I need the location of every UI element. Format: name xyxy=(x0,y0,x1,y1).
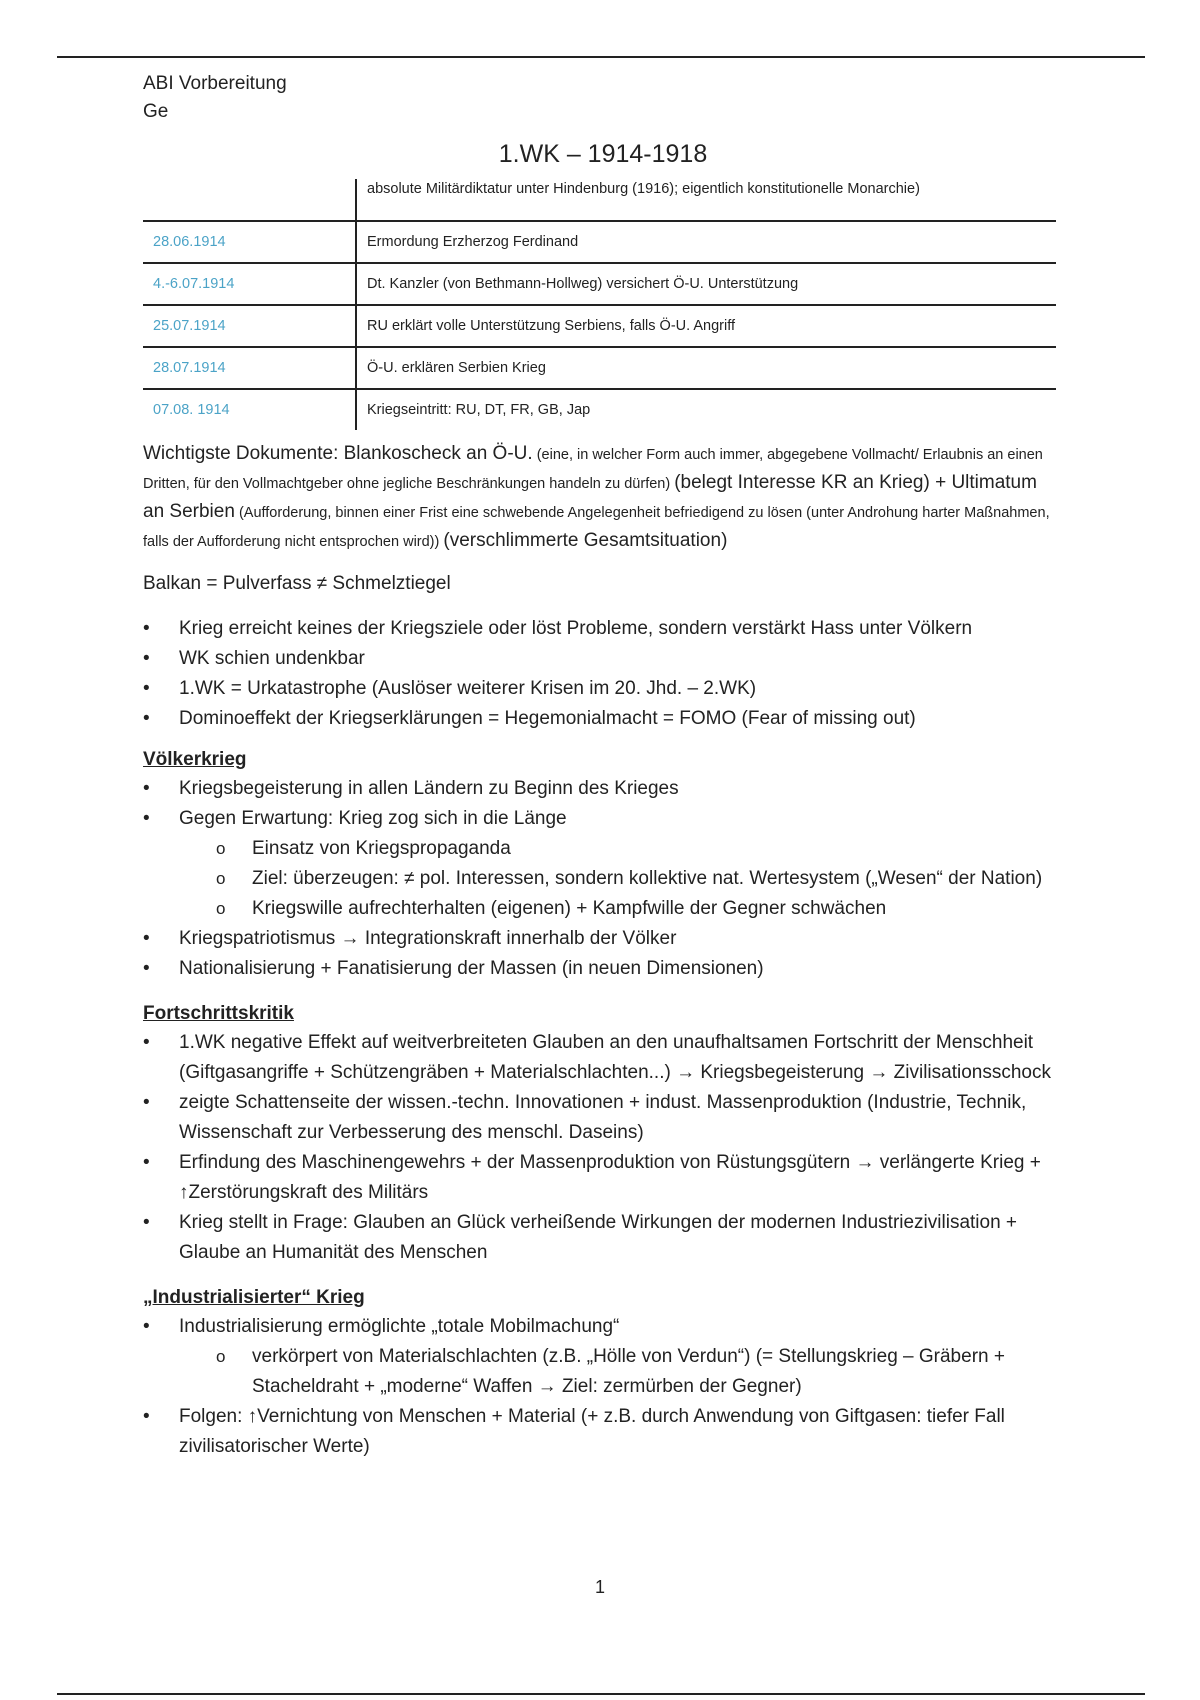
timeline-date: 28.06.1914 xyxy=(143,221,356,263)
table-row xyxy=(143,221,1056,263)
document-body xyxy=(143,70,1063,1462)
timeline-table xyxy=(143,179,1056,430)
timeline-date: 4.-6.07.1914 xyxy=(143,263,356,305)
timeline-intro: absolute Militärdiktatur unter Hindenburg (1916); eigentlich konstitutionelle Monarchie) xyxy=(356,179,1056,221)
list-item: • Kriegsbegeisterung in allen Ländern zu Beginn des Krieges xyxy=(143,774,1063,804)
section-heading-voelkerkrieg: Völkerkrieg xyxy=(143,749,247,770)
timeline-date: 28.07.1914 xyxy=(143,347,356,389)
list-item: • Nationalisierung + Fanatisierung der Massen (in neuen Dimensionen) xyxy=(143,954,1063,984)
list-item: • Krieg stellt in Frage: Glauben an Glück verheißende Wirkungen der modernen Industriezivilisation + Glaube an Humanität des Menschen xyxy=(143,1208,1063,1268)
timeline-date-cell xyxy=(143,179,356,221)
top-rule xyxy=(57,56,1145,58)
page-number: 1 xyxy=(594,1577,605,1597)
list-item: • 1.WK = Urkatastrophe (Auslöser weiterer Krisen im 20. Jhd. – 2.WK) xyxy=(143,674,1063,704)
list-item: • WK schien undenkbar xyxy=(143,644,1063,674)
voelkerkrieg-list-continued xyxy=(143,924,1063,984)
table-row xyxy=(143,389,1056,430)
blankoscheck-note: (belegt Interesse KR an Krieg) + Ultimatum an Serbien xyxy=(143,472,1037,522)
section-heading-industrialisierter-krieg: „Industrialisierter“ Krieg xyxy=(143,1287,365,1308)
industrie-list-continued xyxy=(143,1402,1063,1462)
timeline-event: Ermordung Erzherzog Ferdinand xyxy=(356,221,1056,263)
list-item: o verkörpert von Materialschlachten (z.B. „Hölle von Verdun“) (= Stellungskrieg – Gräbern + Stacheldraht + „moderne“ Waffen → Ziel: zermürben der Gegner) xyxy=(143,1342,1063,1402)
timeline-event: Ö-U. erklären Serbien Krieg xyxy=(356,347,1056,389)
timeline-event: Kriegseintritt: RU, DT, FR, GB, Jap xyxy=(367,402,591,418)
list-item: • Industrialisierung ermöglichte „totale Mobilmachung“ xyxy=(143,1312,1063,1342)
general-bullet-list xyxy=(143,614,1063,734)
list-item: o Einsatz von Kriegspropaganda xyxy=(143,834,1063,864)
ultimatum-note: (verschlimmerte Gesamtsituation) xyxy=(443,530,728,551)
table-row xyxy=(143,179,1056,221)
ultimatum-definition: (Aufforderung, binnen einer Frist eine schwebende Angelegenheit befriedigend zu lösen (unter Androhung harter Maßnahmen, falls der Aufforderung nicht entsprochen wird)) xyxy=(143,505,1050,550)
bottom-rule xyxy=(57,1693,1145,1695)
header-line-2: Ge xyxy=(143,101,169,122)
list-item: • Krieg erreicht keines der Kriegsziele oder löst Probleme, sondern verstärkt Hass unter Völkern xyxy=(143,614,1063,644)
list-item: • Folgen: ↑Vernichtung von Menschen + Material (+ z.B. durch Anwendung von Giftgasen: tiefer Fall zivilisatorischer Werte) xyxy=(143,1402,1063,1462)
list-item: • 1.WK negative Effekt auf weitverbreiteten Glauben an den unaufhaltsamen Fortschritt der Menschheit (Giftgasangriffe + Schützengräben + Materialschlachten...) → Kriegsbegeisterung → Zivilisationsschock xyxy=(143,1028,1063,1088)
list-item: • Gegen Erwartung: Krieg zog sich in die Länge xyxy=(143,804,1063,834)
table-row xyxy=(143,263,1056,305)
timeline-event: Dt. Kanzler (von Bethmann-Hollweg) versichert Ö-U. Unterstützung xyxy=(356,263,1056,305)
list-item: • Erfindung des Maschinengewehrs + der Massenproduktion von Rüstungsgütern → verlängerte Krieg + ↑Zerstörungskraft des Militärs xyxy=(143,1148,1063,1208)
documents-paragraph xyxy=(143,440,1063,556)
voelkerkrieg-list xyxy=(143,774,1063,834)
list-item: • Dominoeffekt der Kriegserklärungen = Hegemonialmacht = FOMO (Fear of missing out) xyxy=(143,704,1063,734)
page-title: 1.WK – 1914-1918 xyxy=(498,140,708,168)
timeline-date: 07.08. 1914 xyxy=(143,389,356,430)
table-row xyxy=(143,305,1056,347)
industrie-list xyxy=(143,1312,1063,1342)
balkan-line: Balkan = Pulverfass ≠ Schmelztiegel xyxy=(143,573,451,594)
header-line-1: ABI Vorbereitung xyxy=(143,73,287,94)
list-item: • zeigte Schattenseite der wissen.-techn. Innovationen + indust. Massenproduktion (Industrie, Technik, Wissenschaft zur Verbesserung des menschl. Daseins) xyxy=(143,1088,1063,1148)
blankoscheck-definition: (eine, in welcher Form auch immer, abgegebene Vollmacht/ Erlaubnis an einen Dritten, für den Vollmachtgeber ohne jegliche Beschränkungen handeln zu dürfen) xyxy=(143,447,1043,492)
list-item: o Kriegswille aufrechterhalten (eigenen) + Kampfwille der Gegner schwächen xyxy=(143,894,1063,924)
fortschritt-list xyxy=(143,1028,1063,1268)
industrie-sublist xyxy=(143,1342,1063,1402)
table-row xyxy=(143,347,1056,389)
list-item: • Kriegspatriotismus → Integrationskraft innerhalb der Völker xyxy=(143,924,1063,954)
documents-lead: Wichtigste Dokumente: Blankoscheck an Ö-U. xyxy=(143,443,533,464)
voelkerkrieg-sublist xyxy=(143,834,1063,924)
timeline-event: RU erklärt volle Unterstützung Serbiens, falls Ö-U. Angriff xyxy=(356,305,1056,347)
list-item: o Ziel: überzeugen: ≠ pol. Interessen, sondern kollektive nat. Wertesystem („Wesen“ der Nation) xyxy=(143,864,1063,894)
timeline-date: 25.07.1914 xyxy=(143,305,356,347)
section-heading-fortschrittskritik: Fortschrittskritik xyxy=(143,1003,294,1024)
